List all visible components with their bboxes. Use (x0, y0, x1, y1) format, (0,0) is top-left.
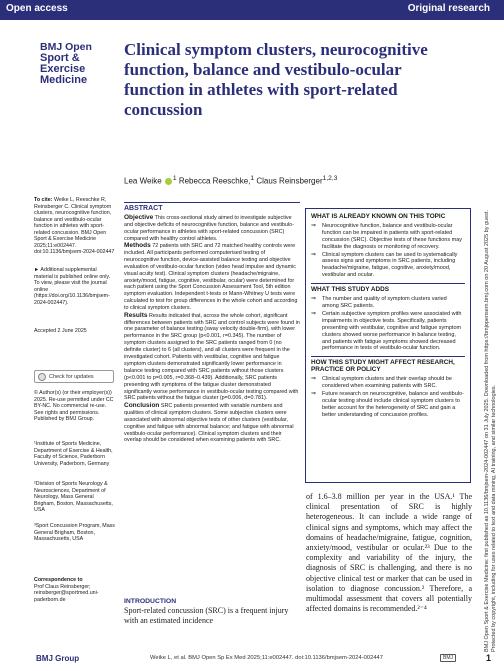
adds-item (311, 311, 465, 352)
correspondence-label: Correspondence to (34, 577, 83, 583)
check-updates-icon (38, 373, 46, 381)
affiliation-2: ²Division of Sports Neurology & Neurosciences, Department of Neurology, Mass General Brigham, Boston, Massachusetts, USA (34, 481, 113, 513)
logo-line-3: Exercise (40, 63, 86, 75)
article-title: Clinical symptom clusters, neurocognitive function, balance and vestibulo-ocular function in athletes with sport-related concussion (124, 40, 428, 119)
cite-text: Weike L, Reeschke R, Reinsberger C. Clinical symptom clusters, neurocognitive function, balance and vestibulo-ocular function in athletes with sport-related concussion. BMJ Open Sport & Exercise Medicine 2025;11:e002447. doi:10.1136/bmjsem-2024-002447 (34, 197, 115, 255)
open-access-label: Open access (6, 3, 68, 14)
key-messages-box (305, 208, 471, 483)
conclusion-text: SRC patients presented with variable numbers and qualities of clinical symptom clusters. Some subjective clusters were associated with abnormal objective tests of other clusters (vestibular, cognitive and fatigue with abnormal balance; and fatigue with abnormal vestibulo-ocular performance). Clinical symptom clusters and their overlap should be considered when examining patients with SRC. (124, 402, 294, 444)
logo-line-4: Medicine (40, 74, 88, 86)
journal-top-bar (0, 0, 504, 20)
author-2-affil: 1 (250, 175, 255, 182)
author-1-affil: 1 (172, 175, 177, 182)
introduction-text: Sport-related concussion (SRC) is a frequent injury with an estimated incidence (124, 606, 289, 625)
logo-line-2: Sport & (40, 52, 80, 64)
logo-line-1: BMJ Open (40, 41, 92, 53)
known-item-text: Clinical symptom clusters can be used to systematically assess signs and symptoms in SRC patients, including headache/migraine, fatigue, cognitive, anxiety/mood, vestibular and ocular. (322, 251, 458, 279)
impact-heading: HOW THIS STUDY MIGHT AFFECT RESEARCH, PRACTICE OR POLICY (311, 356, 465, 374)
arrow-icon: ⇒ (311, 296, 317, 303)
adds-item-text: The number and quality of symptom clusters varied among SRC patients. (322, 296, 447, 309)
known-item (311, 223, 465, 251)
accepted-date: Accepted 2 June 2025 (34, 328, 87, 334)
supplemental-note[interactable]: ► Additional supplemental material is published online only. To view, please visit the journal online (https://doi.org/10.1136/bmjsem-2024-002447). (34, 267, 111, 306)
vertical-note-text (484, 22, 498, 652)
adds-item-text: Certain subjective symptom profiles were associated with impairments in objective tests. Specifically, patients presenting with vestibular, cognitive and fatigue symptom clusters showed worse performance in balance testing, and patients with fatigue symptoms showed decreased performance in tests of vestibulo-ocular function. (322, 310, 462, 352)
citation-block (34, 197, 116, 256)
affiliation-1: ¹Institute of Sports Medicine, Department of Exercise & Health, Faculty of Science, Paderborn University, Paderborn, Germany (34, 441, 113, 467)
results-label: Results (124, 311, 148, 319)
abstract-conclusion (124, 403, 300, 444)
objective-label: Objective (124, 213, 154, 221)
arrow-icon: ⇒ (311, 390, 317, 397)
known-heading: WHAT IS ALREADY KNOWN ON THIS TOPIC (311, 213, 446, 220)
arrow-icon: ⇒ (311, 376, 317, 383)
page-footer (0, 651, 504, 671)
cite-label: To cite: (34, 197, 53, 203)
author-3-affil: 1,2,3 (322, 175, 338, 182)
abstract-objective (124, 215, 300, 243)
methods-text: 72 patients with SRC and 72 matched healthy controls were included. All participants performed computerised testing of neurocognitive function, device-assisted balance testing and objective evaluation of vestibulo-ocular function (video head impulse and dynamic visual acuity test). Clinical symptom clusters (headache/migraine, anxiety/mood, fatigue, cognitive, vestibular, ocular) were determined for each patient using the Sport Concussion Assessment Tool, 5th edition symptom evaluation. Independent t-tests or Mann-Whitney U tests were calculated to test for group differences in the whole cohort and according to clinical symptom clusters. (124, 243, 298, 312)
author-list (124, 175, 464, 186)
impact-item-text: Future research on neurocognitive, balance and vestibulo-ocular testing should include clinical symptom clusters to better account for the heterogeneity of SRC and gain a better understanding of concussion profiles. (322, 390, 464, 418)
article-type-label: Original research (407, 3, 490, 14)
author-2[interactable]: Rebecca Reeschke, (178, 176, 251, 186)
vertical-margin-note (478, 22, 502, 652)
impact-item-text: Clinical symptom clusters and their overlap should be considered when examining patients with SRC. (322, 376, 452, 390)
copyright-note: © Author(s) (or their employer(s)) 2025. Re-use permitted under CC BY-NC. No commercial re-use. See rights and permissions. Published by BMJ Group. (34, 390, 114, 422)
vertical-line-2: Protected by copyright, including for uses related to text and data mining, AI training, and similar technologies. (491, 384, 497, 652)
abstract-results (124, 313, 300, 403)
impact-item (311, 376, 465, 390)
page-number: 1 (486, 653, 492, 663)
abstract (124, 202, 300, 445)
author-1[interactable]: Lea Weike (124, 176, 162, 186)
arrow-icon: ⇒ (311, 222, 317, 229)
results-text: Results indicated that, across the whole cohort, significant differences between patients with SRC and control subjects were found in one parameter of balance testing (sway velocity double-firm), with lower performance in the SRC group (p<0.001, r=0.345). The number of symptom clusters assigned to the SRC patients ranged from 0 (no definite cluster) to 6 (all clusters), and all clusters were frequent in the investigated cohort. Patients with vestibular, cognitive and fatigue symptom clusters demonstrated significantly lower performance in balance testing compared with SRC patients without those clusters (p<0.001 to p=0.005, r=0.368–0.439). Additionally, SRC patients presenting with symptoms of the fatigue cluster demonstrated significantly worse performance in vestibulo-ocular testing compared with SRC patients without the fatigue cluster (p=0.006, d=0.781). (124, 312, 300, 402)
abstract-heading: ABSTRACT (124, 202, 300, 213)
known-item (311, 252, 465, 280)
publisher-brand: BMJ Group (36, 654, 80, 663)
objective-text: This cross-sectional study aimed to investigate subjective and objective deficits of neurocognitive function, balance and vestibulo-ocular performance in athletes with sport-related concussion (SRC) compared with healthy control athletes. (124, 214, 294, 242)
methods-label: Methods (124, 242, 151, 250)
arrow-icon: ⇒ (311, 251, 317, 258)
check-for-updates-button[interactable] (34, 370, 114, 383)
impact-item (311, 391, 465, 419)
correspondence-block (34, 577, 116, 603)
check-updates-label: Check for updates (49, 374, 94, 380)
adds-heading: WHAT THIS STUDY ADDS (311, 283, 465, 294)
license-badge: BMJ (440, 654, 456, 662)
correspondence-text[interactable]: Prof Claus Reinsberger; reinsberger@sportmed.uni-paderborn.de (34, 583, 99, 603)
abstract-methods (124, 243, 300, 312)
adds-item (311, 296, 465, 310)
vertical-line-1: BMJ Open Sport & Exercise Medicine: first published as 10.1136/bmjsem-2024-002447 on 31 July 2025. Downloaded from https://bmjopensem.bmj.com on 20 August 2025 by guest. (484, 210, 490, 652)
conclusion-label: Conclusion (124, 401, 160, 409)
journal-logo (40, 42, 106, 86)
introduction-heading: INTRODUCTION (124, 598, 177, 605)
affiliation-3: ³Sport Concussion Program, Mass General Brigham, Boston, Massachusetts, USA (34, 523, 115, 542)
footer-citation: Weike L, et al. BMJ Open Sp Ex Med 2025;11:e002447. doi:10.1136/bmjsem-2024-002447 (150, 655, 383, 661)
introduction-continued: of 1.6–3.8 million per year in the USA.¹ The clinical presentation of SRC is highly heterogeneous. It can include a wide range of clinical signs and symptoms, which may affect the domains of headache/migraine, fatigue, cognition, anxiety/mood, vestibular or ocular.²³ Due to the complexity and variability of the injury, the diagnosis of SRC is challenging, and there is no objective clinical test or marker that can be used in isolation to diagnose concussion.² Therefore, a multimodal assessment that covers all potentially affected domains is recommended.²⁻⁴ (306, 492, 472, 614)
author-3[interactable]: Claus Reinsberger (256, 176, 323, 186)
orcid-icon[interactable] (165, 178, 172, 185)
arrow-icon: ⇒ (311, 310, 317, 317)
known-item-text: Neurocognitive function, balance and vestibulo-ocular function can be impaired in patients with sport-related concussion (SRC). Objective tests of these functions may facilitate the diagnosis or monitoring of recovery. (322, 222, 463, 250)
